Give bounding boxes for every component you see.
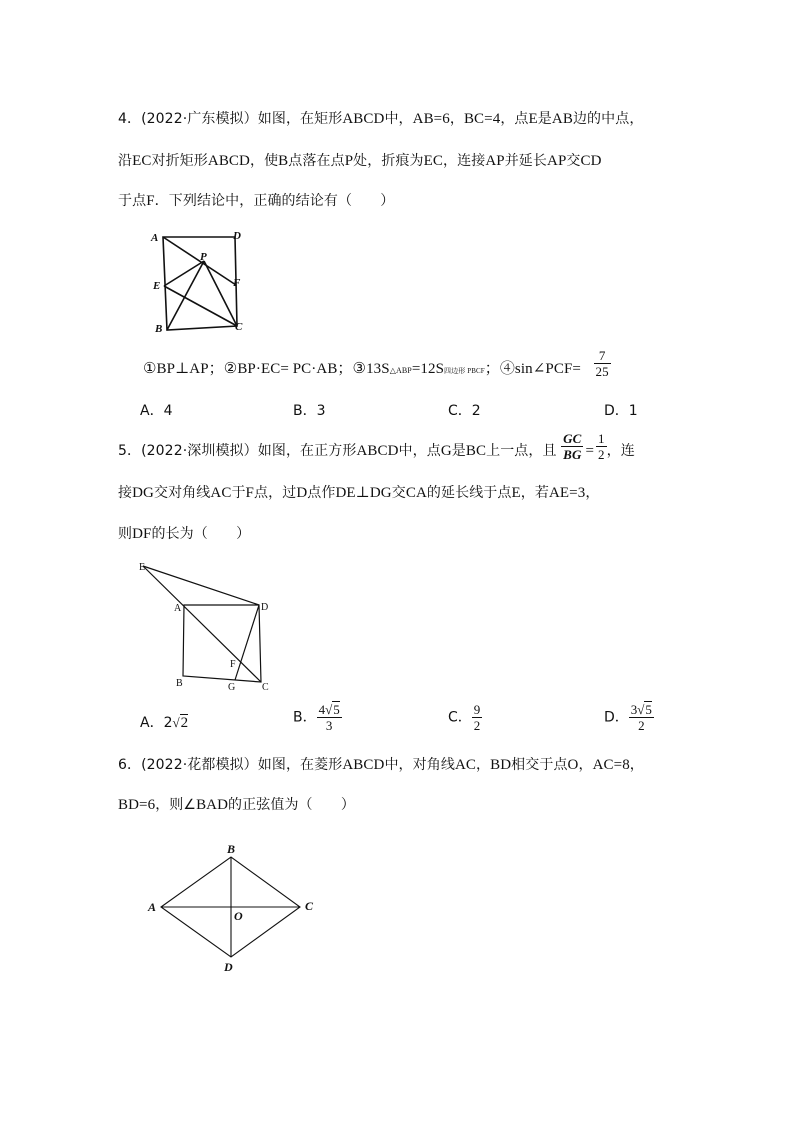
q4-choice-c[interactable]: C．2	[448, 403, 481, 419]
q5-choice-c[interactable]: C． $\frac{9}{2}$	[448, 702, 481, 733]
q4-choice-a[interactable]: A．4	[140, 403, 173, 419]
q6-label-C: C	[305, 899, 314, 913]
q6-figure	[140, 840, 330, 975]
q4-statements: ①BP⊥AP；②BP·EC= PC·AB；③13S△ABP=12S四边形 PBCF；④sin∠PCF= $\frac{7}{25}$	[143, 347, 609, 379]
q4-choice-b[interactable]: B．3	[293, 403, 326, 419]
q6-label-A: A	[148, 900, 157, 914]
q5-line-3: 则DF的长为（ ）	[118, 526, 251, 542]
q6-label-D: D	[224, 960, 233, 974]
q4-label-B: B	[155, 323, 163, 335]
q5-label-F: F	[230, 659, 236, 670]
q4-label-F: F	[233, 277, 241, 289]
q4-line-BP	[167, 261, 204, 330]
q5-choice-b[interactable]: B． $\frac{4√5}{3}$	[293, 702, 340, 733]
q5-choice-d[interactable]: D． $\frac{3√5}{2}$	[604, 702, 652, 733]
q4-label-P: P	[200, 251, 207, 263]
q6-line-2: BD=6，则∠BAD的正弦值为（ ）	[118, 797, 355, 813]
q4-line-1: 4．(2022·广东模拟）如图，在矩形ABCD中，AB=6，BC=4，点E是AB边的中点，	[118, 111, 644, 127]
q5-line-EC	[143, 566, 261, 682]
q5-choice-a[interactable]: A．2√2	[140, 715, 189, 731]
q4-figure	[145, 225, 255, 335]
q4-line-2: 沿EC对折矩形ABCD，使B点落在点P处，折痕为EC，连接AP并延长AP交CD	[118, 153, 602, 169]
q4-label-D: D	[233, 230, 241, 242]
q5-fraction-gc-bg: $\frac{GC}{BG}$	[563, 430, 582, 462]
q4-label-A: A	[151, 232, 159, 244]
q5-line-ED	[143, 566, 259, 605]
q4-line-3: 于点F．下列结论中，正确的结论有（ ）	[118, 193, 395, 209]
q6-line-1: 6．(2022·花都模拟）如图，在菱形ABCD中，对角线AC，BD相交于点O，AC=8，	[118, 757, 644, 773]
q4-label-E: E	[153, 280, 161, 292]
q5-label-B: B	[176, 678, 183, 689]
q5-label-C: C	[262, 682, 269, 693]
q4-label-C: C	[235, 321, 243, 333]
q5-line-2: 接DG交对角线AC于F点，过D点作DE⊥DG交CA的延长线于点E，若AE=3，	[118, 485, 600, 501]
q5-label-A: A	[174, 603, 182, 614]
q5-label-D: D	[261, 602, 269, 613]
q5-line-1: 5．(2022·深圳模拟）如图，在正方形ABCD中，点G是BC上一点，且 $\frac{GC}{BG}$ = $\frac{1}{2}$ ，连	[118, 430, 635, 462]
q4-choice-d[interactable]: D．1	[604, 403, 638, 419]
q5-label-E: E	[139, 562, 146, 573]
q4-fraction-7-25: $\frac{7}{25}$	[595, 347, 609, 379]
q5-fraction-1-2: $\frac{1}{2}$	[598, 430, 605, 462]
q6-label-B: B	[227, 842, 236, 856]
q5-figure	[136, 560, 276, 695]
q6-label-O: O	[234, 909, 243, 923]
q5-label-G: G	[228, 682, 236, 693]
